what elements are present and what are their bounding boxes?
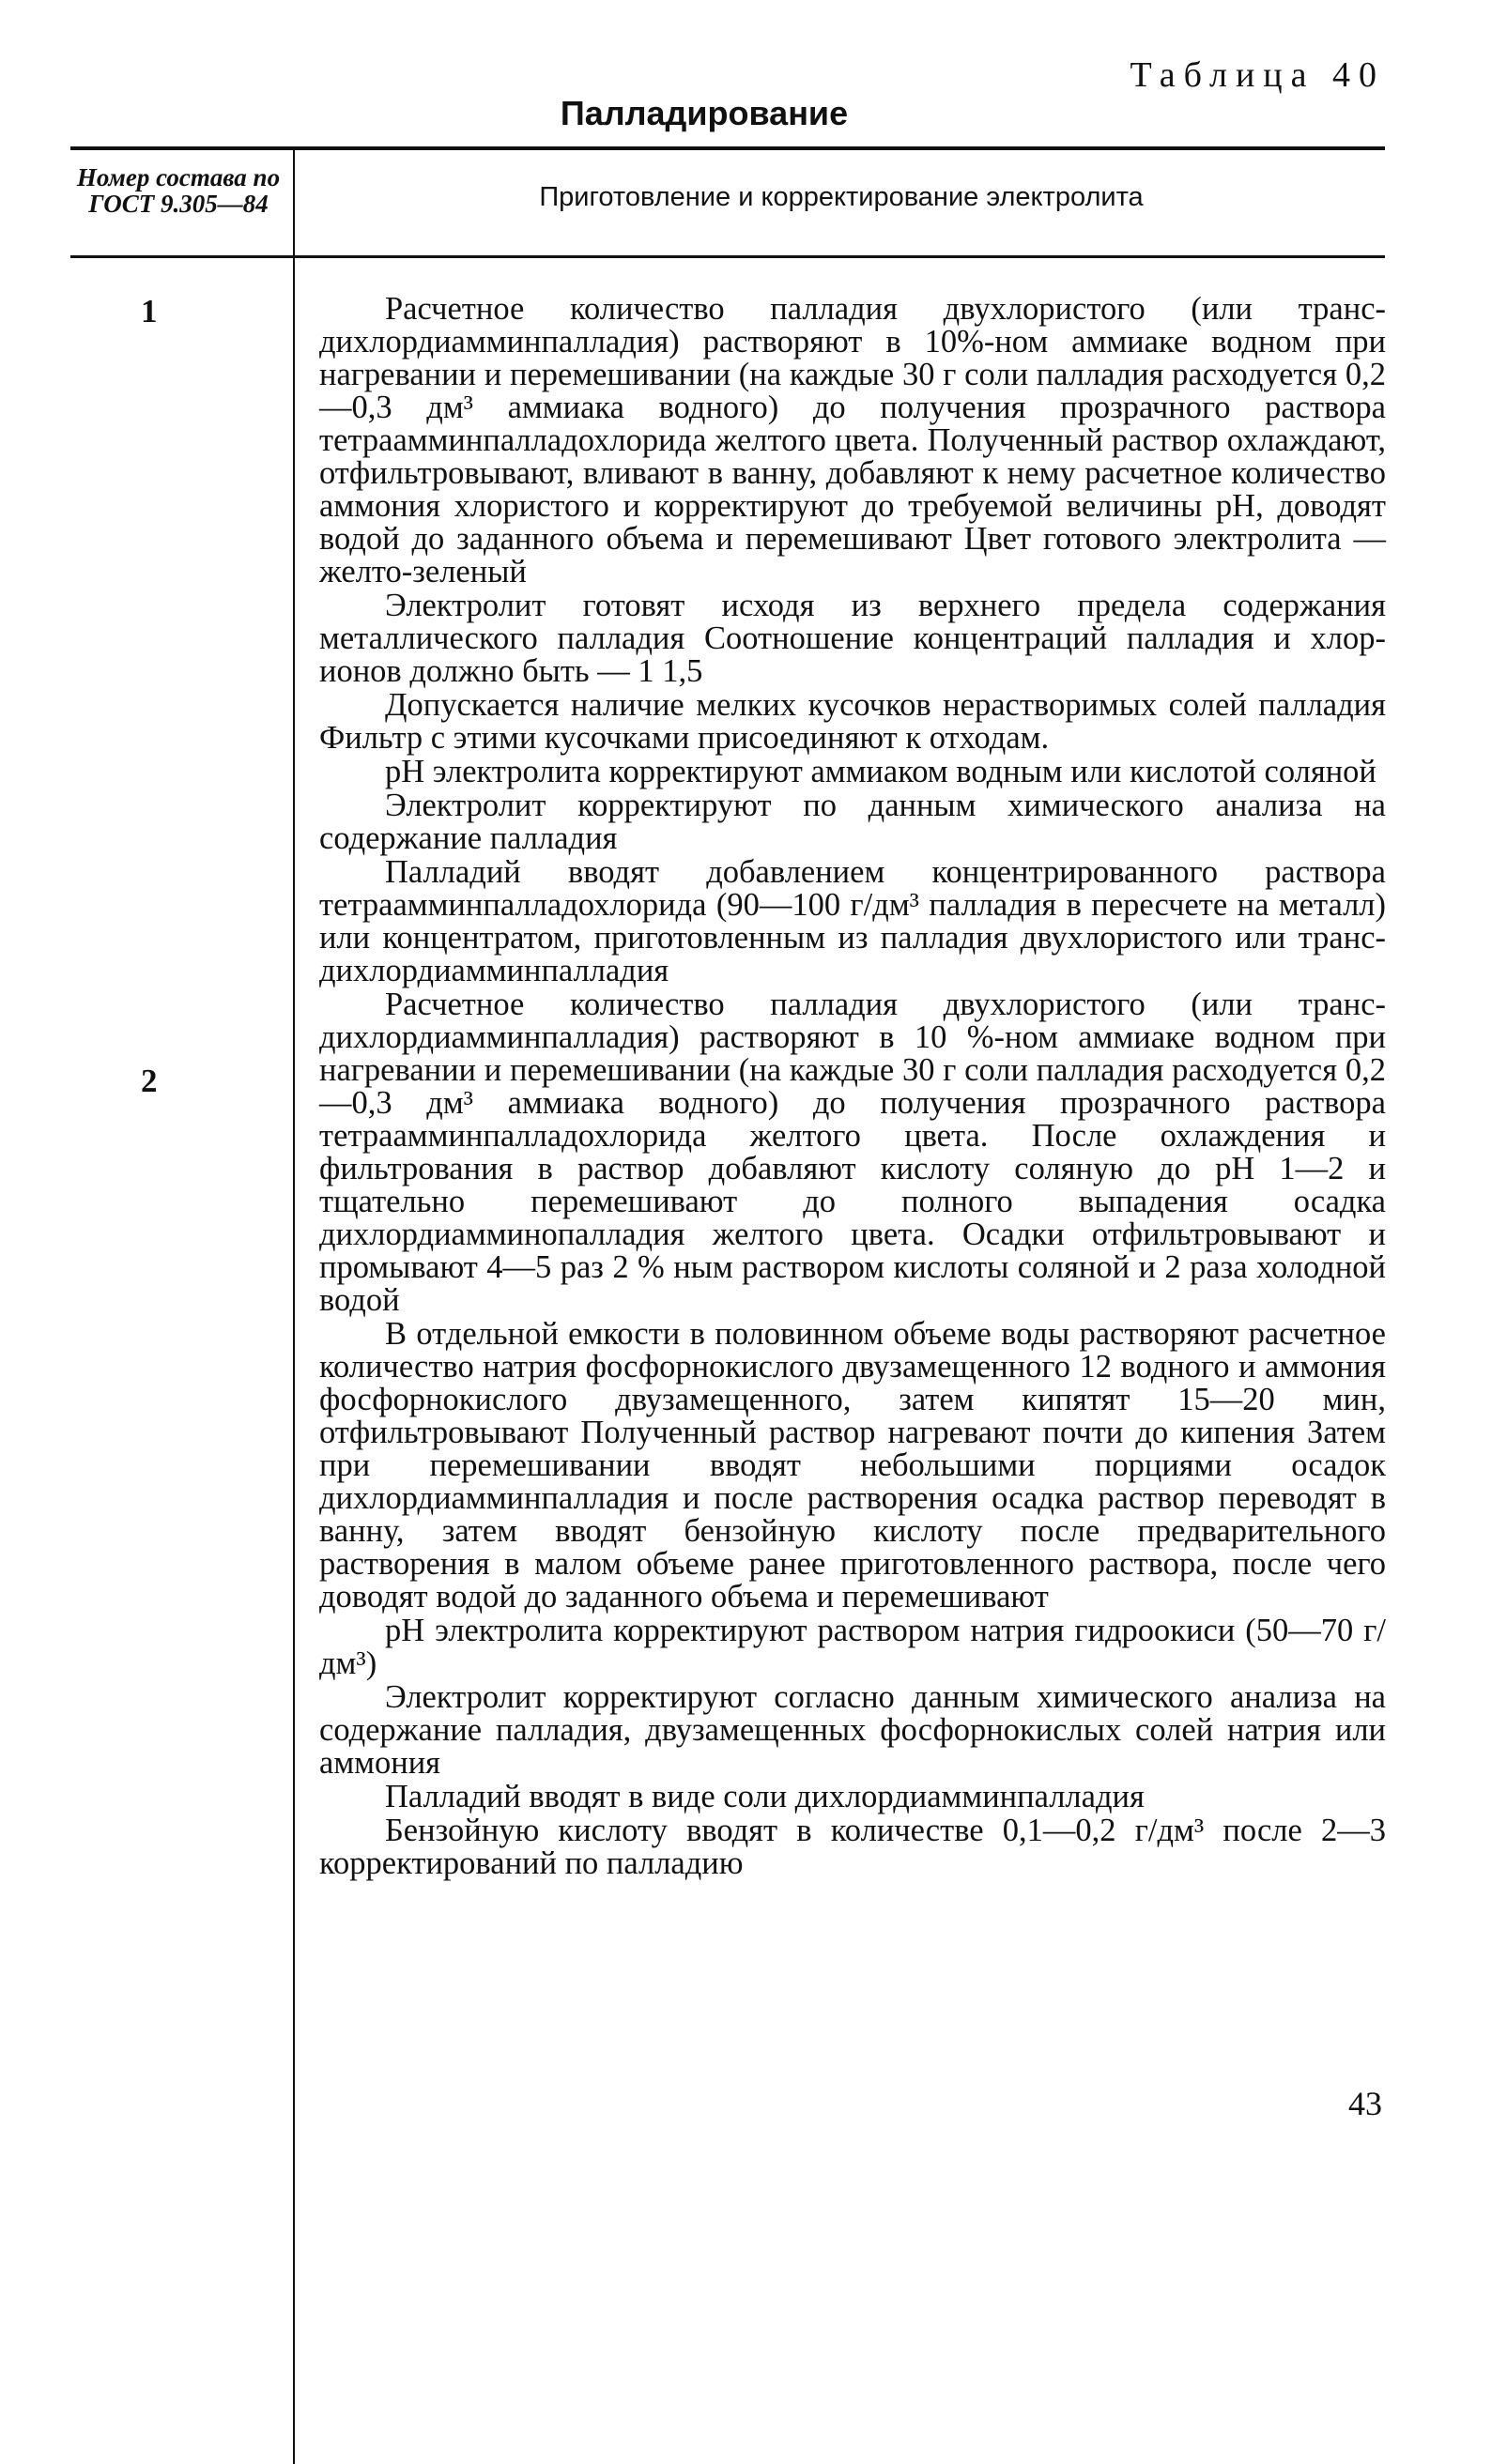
row1-paragraph: Электролит корректируют по данным химического анализа на содержание палладия <box>319 788 1386 856</box>
page-number: 43 <box>1348 2085 1382 2122</box>
row-number-1: 1 <box>141 293 158 329</box>
column-divider <box>293 150 295 2464</box>
row1-paragraph: Допускается наличие мелких кусочков нерастворимых солей палладия Фильтр с этими кусочками присоединяют к отходам. <box>319 687 1386 756</box>
table-content <box>319 293 1386 1880</box>
page-title: Палладирование <box>560 94 849 132</box>
header-col-number: Номер состава по ГОСТ 9.305—84 <box>76 163 281 218</box>
table-top-rule <box>70 146 1385 150</box>
header-col-preparation: Приготовление и корректирование электролита <box>539 182 1144 212</box>
row2-paragraph: Расчетное количество палладия двухлористого (или транс-дихлордиамминпалладия) растворяют в 10 %-ном аммиаке водном при нагревании и перемешивании (на каждые 30 г соли палладия расходуется 0,2—0,3 дм³ аммиака водного) до получения прозрачного раствора тетраамминпалладохлорида желтого цвета. После охлаждения и фильтрования в раствор добавляют кислоту соляную до pH 1—2 и тщательно перемешивают до полного выпадения осадка дихлордиамминопалладия желтого цвета. Осадки отфильтровывают и промывают 4—5 раз 2 % ным раствором кислоты соляной и 2 раза холодной водой <box>319 987 1386 1318</box>
row1-paragraph: Электролит готовят исходя из верхнего предела содержания металлического палладия Соотношение концентраций палладия и хлор-ионов должно быть — 1 1,5 <box>319 588 1386 689</box>
row2-paragraph: Электролит корректируют согласно данным химического анализа на содержание палладия, двузамещенных фосфорнокислых солей натрия или аммония <box>319 1679 1386 1781</box>
row2-paragraph: В отдельной емкости в половинном объеме воды растворяют расчетное количество натрия фосфорнокислого двузамещенного 12 водного и аммония фосфорнокислого двузамещенного, затем кипятят 15—20 мин, отфильтровывают Полученный раствор нагревают почти до кипения Затем при перемешивании вводят небольшими порциями осадок дихлордиамминпалладия и после растворения осадка раствор переводят в ванну, затем вводят бензойную кислоту после предварительного растворения в малом объеме ранее приготовленного раствора, после чего доводят водой до заданного объема и перемешивают <box>319 1316 1386 1615</box>
row1-paragraph: pH электролита корректируют аммиаком водным или кислотой соляной <box>385 754 1376 789</box>
row-number-2: 2 <box>141 1063 158 1099</box>
row1-paragraph: Палладий вводят добавлением концентрированного раствора тетраамминпалладохлорида (90—100 г/дм³ палладия в пересчете на металл) или концентратом, приготовленным из палладия двухлористого или транс-дихлордиамминпалладия <box>319 854 1386 988</box>
header-bottom-rule <box>70 255 1385 258</box>
row2-paragraph: pH электролита корректируют раствором натрия гидроокиси (50—70 г/дм³) <box>319 1613 1386 1681</box>
row1-paragraph: Расчетное количество палладия двухлористого (или транс-дихлордиамминпалладия) растворяют в 10%-ном аммиаке водном при нагревании и перемешивании (на каждые 30 г соли палладия расходуется 0,2—0,3 дм³ аммиака водного) до получения прозрачного раствора тетраамминпалладохлорида желтого цвета. Полученный раствор охлаждают, отфильтровывают, вливают в ванну, добавляют к нему расчетное количество аммония хлористого и корректируют до требуемой величины pH, доводят водой до заданного объема и перемешивают Цвет готового электролита — желто-зеленый <box>319 291 1386 589</box>
row2-paragraph: Бензойную кислоту вводят в количестве 0,1—0,2 г/дм³ после 2—3 корректирований по палладию <box>319 1813 1386 1881</box>
row2-paragraph: Палладий вводят в виде соли дихлордиамминпалладия <box>385 1779 1145 1814</box>
table-caption: Таблица 40 <box>1130 55 1385 95</box>
